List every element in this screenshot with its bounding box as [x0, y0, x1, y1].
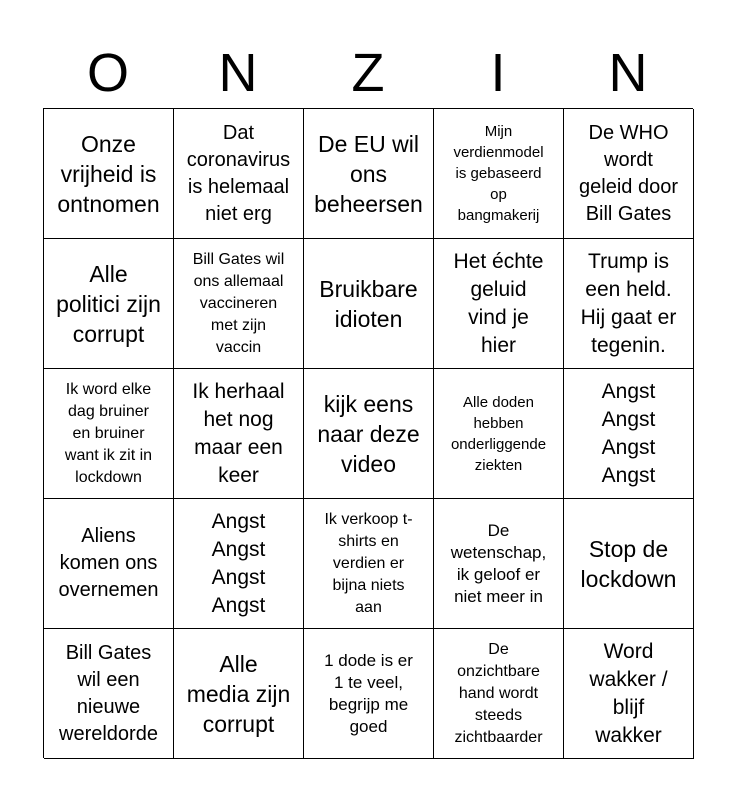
bingo-cell[interactable] [174, 239, 304, 369]
bingo-cell[interactable] [434, 369, 564, 499]
cell-text: Aliens komen ons overnemen [58, 525, 159, 601]
bingo-cell[interactable] [44, 109, 174, 239]
cell-text: Mijn verdienmodel is gebaseerd op bangmakerij [453, 123, 544, 224]
cell-text: De EU wil ons beheersen [314, 130, 423, 217]
bingo-cell[interactable] [564, 629, 694, 759]
cell-text: Bill Gates wil een nieuwe wereldorde [59, 641, 158, 745]
bingo-cell[interactable] [564, 109, 694, 239]
header-letter: Z [351, 43, 385, 103]
bingo-cell[interactable] [564, 499, 694, 629]
bingo-cell[interactable] [44, 629, 174, 759]
bingo-cell[interactable] [304, 369, 434, 499]
bingo-cell[interactable] [174, 629, 304, 759]
bingo-cell[interactable] [434, 499, 564, 629]
cell-text: Angst Angst Angst Angst [211, 509, 266, 617]
header-letter: O [86, 43, 129, 103]
cell-text: Ik herhaal het nog maar een keer [192, 379, 285, 487]
bingo-cell[interactable] [44, 499, 174, 629]
cell-text: 1 dode is er 1 te veel, begrijp me goed [324, 650, 413, 736]
bingo-cell[interactable] [434, 109, 564, 239]
cell-text: Ik word elke dag bruiner en bruiner want ik zit in lockdown [64, 380, 153, 486]
cell-text: Onze vrijheid is ontnomen [57, 130, 160, 217]
bingo-cell[interactable] [304, 109, 434, 239]
bingo-board [43, 108, 693, 758]
cell-text: De WHO wordt geleid door Bill Gates [579, 121, 678, 225]
cell-text: Dat coronavirus is helemaal niet erg [186, 121, 291, 225]
bingo-cell[interactable] [434, 629, 564, 759]
bingo-cell[interactable] [304, 499, 434, 629]
bingo-header [43, 38, 693, 108]
bingo-cell[interactable] [304, 239, 434, 369]
cell-text: Bill Gates wil ons allemaal vaccineren met zijn vaccin [192, 250, 285, 356]
cell-text: Ik verkoop t- shirts en verdien er bijna niets aan [324, 510, 413, 616]
cell-text: Het échte geluid vind je hier [453, 249, 544, 357]
bingo-cell[interactable] [564, 239, 694, 369]
cell-text: De onzichtbare hand wordt steeds zichtbaarder [454, 640, 543, 746]
cell-text: Alle doden hebben onderliggende ziekten [450, 393, 547, 474]
bingo-cell[interactable] [564, 369, 694, 499]
cell-text: Alle media zijn corrupt [186, 650, 291, 737]
cell-text: Stop de lockdown [580, 535, 677, 592]
bingo-cell[interactable] [304, 629, 434, 759]
cell-text: Trump is een held. Hij gaat er tegenin. [580, 249, 677, 357]
bingo-cell[interactable] [44, 239, 174, 369]
cell-text: Angst Angst Angst Angst [601, 379, 656, 487]
header-letter: N [608, 43, 648, 103]
bingo-cell[interactable] [174, 109, 304, 239]
cell-text: Bruikbare idioten [319, 275, 418, 332]
bingo-cell[interactable] [434, 239, 564, 369]
bingo-cell[interactable] [174, 499, 304, 629]
bingo-cell[interactable] [174, 369, 304, 499]
cell-text: De wetenschap, ik geloof er niet meer in [450, 520, 547, 606]
cell-text: Word wakker / blijf wakker [589, 639, 668, 747]
bingo-cell[interactable] [44, 369, 174, 499]
cell-text: Alle politici zijn corrupt [56, 260, 161, 347]
cell-text: kijk eens naar deze video [317, 390, 420, 477]
header-letter: N [218, 43, 258, 103]
header-letter: I [490, 43, 506, 103]
